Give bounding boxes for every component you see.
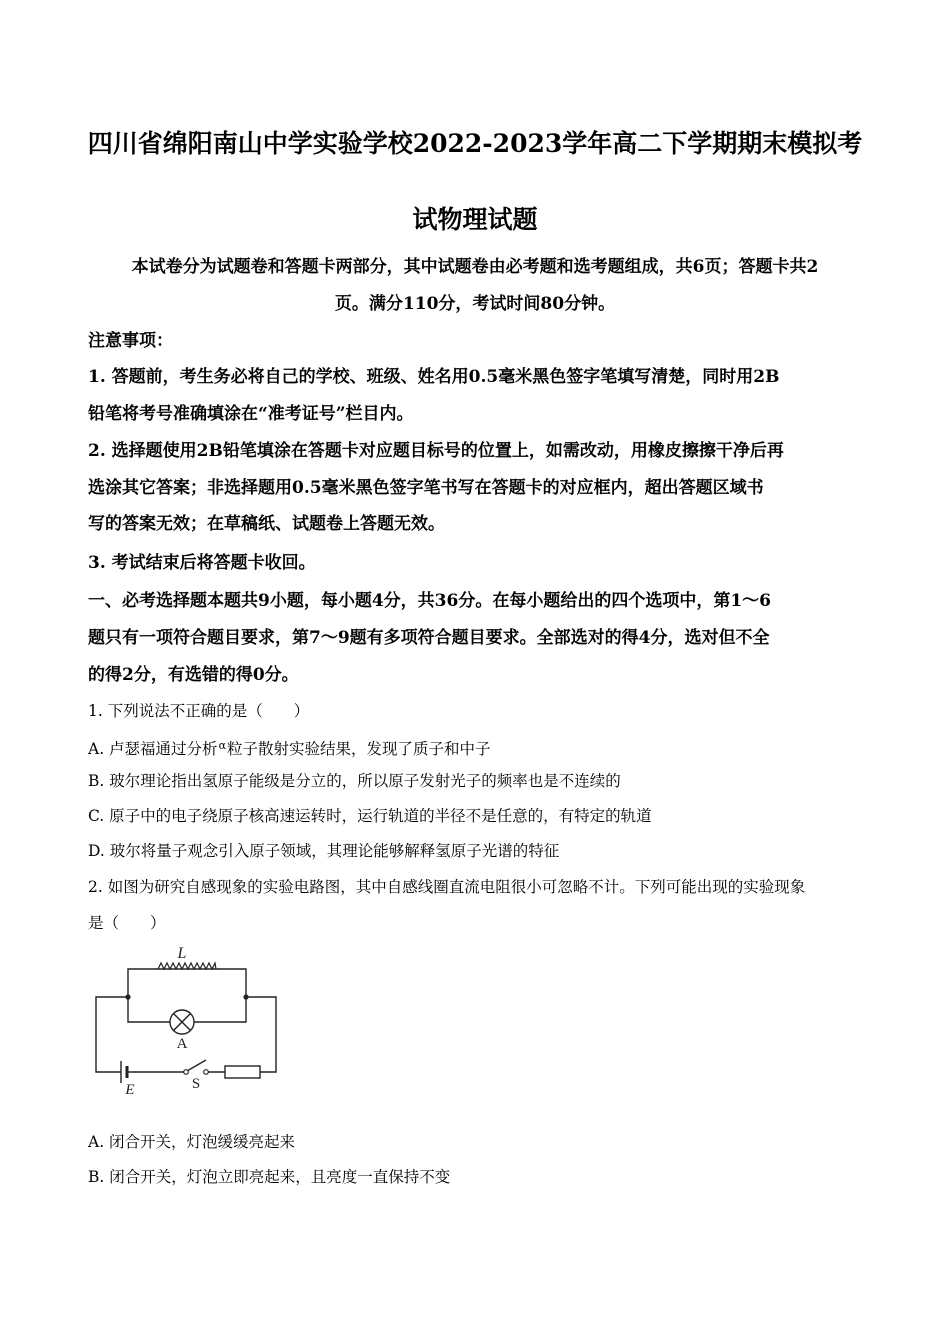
notes-line: 1. 答题前，考生务必将自己的学校、班级、姓名用0.5毫米黑色签字笔填写清楚，同时用2B	[88, 367, 780, 387]
self-inductance-circuit-diagram	[88, 938, 288, 1098]
lamp-label: A	[176, 1036, 188, 1052]
q1-stem: 1. 下列说法不正确的是（ ）	[88, 702, 310, 720]
q1-option-c: C. 原子中的电子绕原子核高速运转时，运行轨道的半径不是任意的，有特定的轨道	[88, 807, 652, 825]
junction-dot	[125, 994, 130, 999]
q1-option-b: B. 玻尔理论指出氢原子能级是分立的，所以原子发射光子的频率也是不连续的	[88, 772, 621, 790]
q2-option-a: A. 闭合开关，灯泡缓缓亮起来	[88, 1133, 296, 1151]
section-instruction-line: 题只有一项符合题目要求，第7～9题有多项符合题目要求。全部选对的得4分，选对但不全	[88, 628, 770, 648]
circuit-wire	[246, 997, 276, 1072]
switch-terminal	[204, 1070, 209, 1075]
inductor-coil-icon	[158, 963, 216, 969]
q2-stem-line-2: 是（ ）	[88, 914, 166, 932]
notes-line: 2. 选择题使用2B铅笔填涂在答题卡对应题目标号的位置上，如需改动，用橡皮擦擦干净后再	[88, 441, 784, 461]
q1-option-a-pre: A. 卢瑟福通过分析	[88, 740, 218, 758]
q1-option-d: D. 玻尔将量子观念引入原子领域，其理论能够解释氢原子光谱的特征	[88, 842, 560, 860]
notes-line: 选涂其它答案；非选择题用0.5毫米黑色签字笔书写在答题卡的对应框内，超出答题区域书	[88, 478, 764, 498]
notes-line: 3. 考试结束后将答题卡收回。	[88, 553, 316, 573]
intro-line-1: 本试卷分为试题卷和答题卡两部分，其中试题卷由必考题和选考题组成，共6页；答题卡共2	[131, 257, 819, 277]
notes-line: 写的答案无效；在草稿纸、试题卷上答题无效。	[88, 514, 445, 534]
intro-line-2: 页。满分110分，考试时间80分钟。	[334, 294, 616, 314]
q1-option-a-post: 粒子散射实验结果，发现了质子和中子	[227, 740, 491, 758]
notes-line: 铅笔将考号准确填涂在“准考证号”栏目内。	[88, 404, 414, 424]
junction-dot	[243, 994, 248, 999]
circuit-wire	[128, 997, 170, 1022]
circuit-wire	[157, 969, 246, 997]
exam-title-line-1: 四川省绵阳南山中学实验学校2022-2023学年高二下学期期末模拟考	[87, 129, 863, 158]
switch-icon	[187, 1060, 206, 1071]
q2-stem-line-1: 2. 如图为研究自感现象的实验电路图，其中自感线圈直流电阻很小可忽略不计。下列可能出现的实验现象	[88, 878, 806, 896]
q1-option-a	[88, 735, 491, 760]
circuit-wire	[194, 997, 246, 1022]
section-instruction-line: 一、必考选择题本题共9小题，每小题4分，共36分。在每小题给出的四个选项中，第1～6	[88, 591, 771, 611]
circuit-wire	[128, 969, 157, 997]
resistor-icon	[225, 1066, 260, 1078]
battery-label: E	[125, 1082, 135, 1098]
notes-heading: 注意事项：	[88, 331, 173, 351]
circuit-wire	[96, 997, 128, 1072]
exam-title-line-2: 试物理试题	[412, 205, 538, 234]
inductor-label: L	[177, 945, 187, 962]
switch-label: S	[191, 1076, 201, 1092]
alpha-symbol: α	[218, 739, 226, 752]
section-instruction-line: 的得2分，有选错的得0分。	[88, 665, 299, 685]
q2-option-b: B. 闭合开关，灯泡立即亮起来，且亮度一直保持不变	[88, 1168, 451, 1186]
switch-terminal	[184, 1070, 189, 1075]
